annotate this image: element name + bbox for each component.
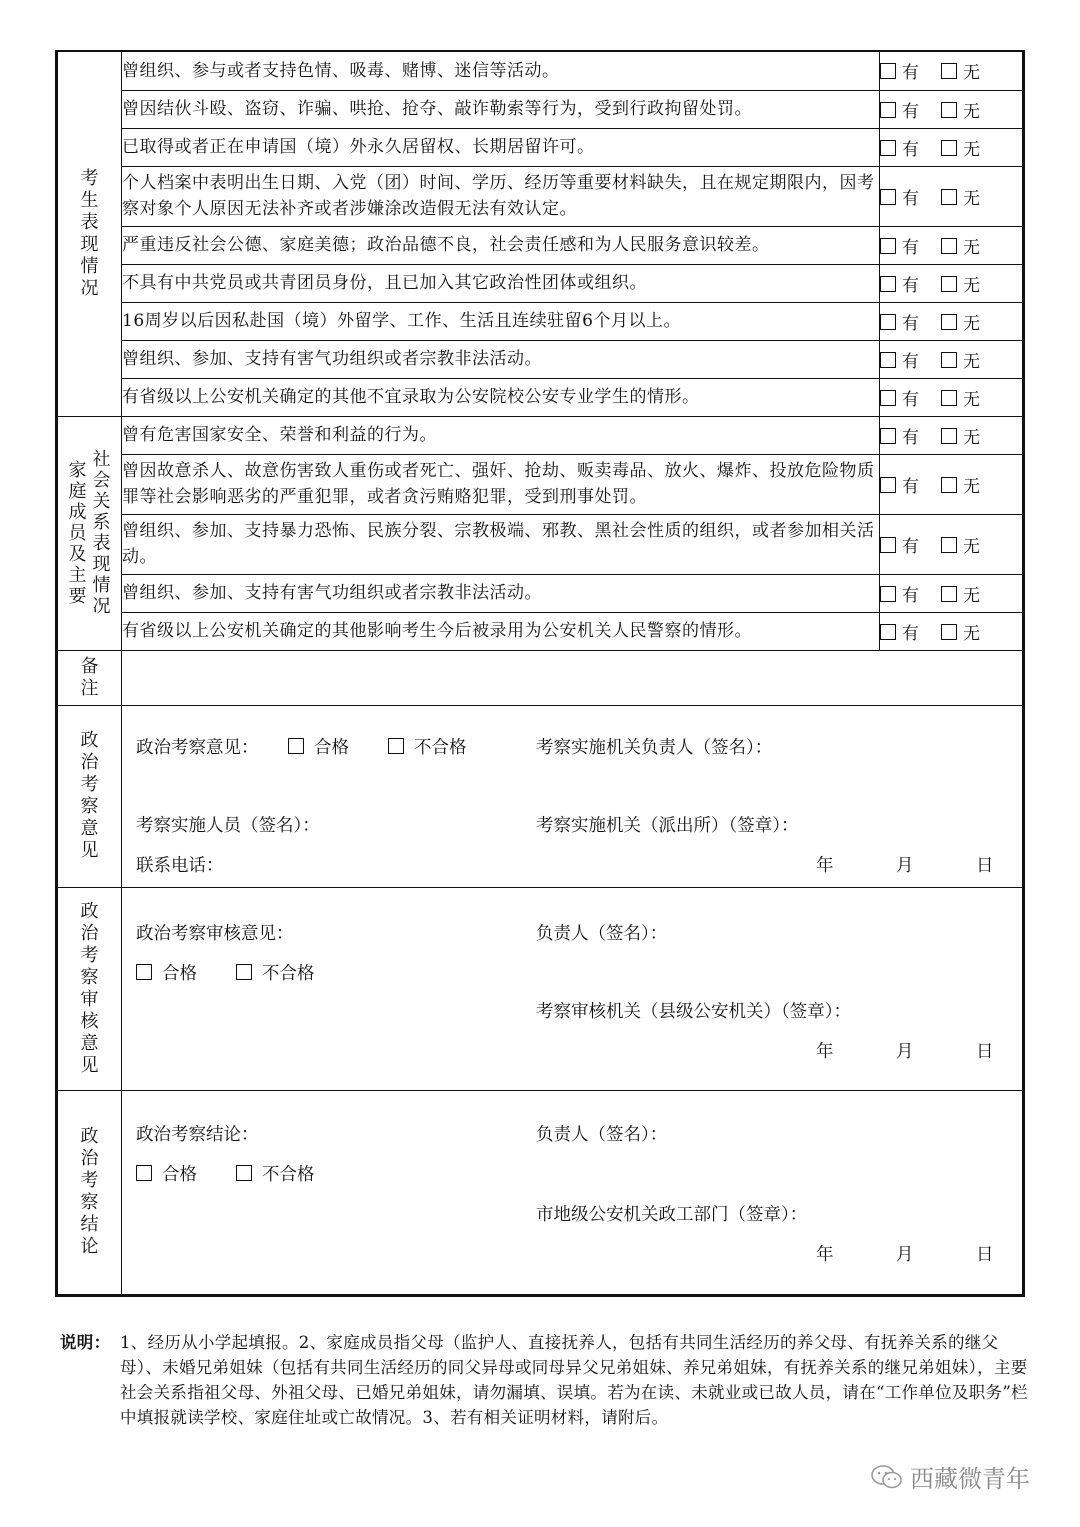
statement: 有省级以上公安机关确定的其他影响考生今后被录用为公安机关人民警察的情形。 xyxy=(122,612,880,650)
option-no[interactable]: 无 xyxy=(941,532,980,557)
checkbox-yes[interactable] xyxy=(880,428,896,444)
option-yes[interactable]: 有 xyxy=(880,472,919,497)
checkbox-no[interactable] xyxy=(941,586,957,602)
option-yes[interactable]: 有 xyxy=(880,233,919,258)
statement: 有省级以上公安机关确定的其他不宜录取为公安院校公安专业学生的情形。 xyxy=(122,378,880,416)
conclusion-panel xyxy=(122,1090,1023,1294)
yes-no-choice xyxy=(880,226,1023,264)
option-yes[interactable]: 有 xyxy=(880,581,919,606)
footnote-text: 1、经历从小学起填报。2、家庭成员指父母（监护人、直接抚养人，包括有共同生活经历的养父母、有抚养关系的继父母）、未婚兄弟姐妹（包括有共同生活经历的同父异母或同母异父兄弟姐妹、养兄弟姐妹，有抚养关系的继兄弟姐妹），主要社会关系指祖父母、外祖父母、已婚兄弟姐妹，请勿漏填、误填。若为在读、未就业或已故人员，请在“工作单位及职务”栏中填报就读学校、家庭住址或亡故情况。3、若有相关证明材料，请附后。 xyxy=(120,1333,1028,1427)
footnote xyxy=(60,1330,1030,1430)
checkbox-no[interactable] xyxy=(941,63,957,79)
head-signature-label: 负责人（签名）： xyxy=(536,923,668,944)
option-yes[interactable]: 有 xyxy=(880,347,919,372)
option-no[interactable]: 无 xyxy=(941,423,980,448)
year-label: 年 xyxy=(816,1041,834,1062)
option-no[interactable]: 无 xyxy=(941,233,980,258)
family-row xyxy=(58,574,1023,612)
family-section-label: 家庭成员及主要 社会关系表现情况 xyxy=(58,416,122,650)
checkbox-pass[interactable] xyxy=(288,738,304,754)
remarks-row xyxy=(58,650,1023,705)
candidate-section-label: 考生表现情况 xyxy=(58,52,122,416)
year-label: 年 xyxy=(816,855,834,876)
checkbox-pass[interactable] xyxy=(136,1165,152,1181)
family-row xyxy=(58,454,1023,514)
checkbox-no[interactable] xyxy=(941,428,957,444)
checkbox-no[interactable] xyxy=(941,140,957,156)
option-yes[interactable]: 有 xyxy=(880,385,919,410)
option-no[interactable]: 无 xyxy=(941,347,980,372)
checkbox-no[interactable] xyxy=(941,189,957,205)
month-label: 月 xyxy=(896,855,914,876)
head-signature-label: 负责人（签名）： xyxy=(536,1124,668,1145)
year-label: 年 xyxy=(816,1244,834,1265)
wechat-icon xyxy=(870,1464,904,1490)
checkbox-yes[interactable] xyxy=(880,624,896,640)
statement: 曾因故意杀人、故意伤害致人重伤或者死亡、强奸、抢劫、贩卖毒品、放火、爆炸、投放危险物质罪等社会影响恶劣的严重犯罪，或者贪污贿赂犯罪，受到刑事处罚。 xyxy=(122,454,880,514)
option-no[interactable]: 无 xyxy=(941,309,980,334)
option-yes[interactable]: 有 xyxy=(880,532,919,557)
remarks-label: 备注 xyxy=(58,650,122,705)
checkbox-fail[interactable] xyxy=(236,1165,252,1181)
review-opinion-label: 政治考察审核意见： xyxy=(136,923,294,944)
yes-no-choice xyxy=(880,166,1023,226)
yes-no-choice xyxy=(880,340,1023,378)
watermark xyxy=(870,1459,1030,1494)
option-no[interactable]: 无 xyxy=(941,581,980,606)
statement: 个人档案中表明出生日期、入党（团）时间、学历、经历等重要材料缺失，且在规定期限内，因考察对象个人原因无法补齐或者涉嫌涂改造假无法有效认定。 xyxy=(122,166,880,226)
yes-no-choice xyxy=(880,90,1023,128)
statement: 曾因结伙斗殴、盗窃、诈骗、哄抢、抢夺、敲诈勒索等行为，受到行政拘留处罚。 xyxy=(122,90,880,128)
day-label: 日 xyxy=(976,1041,994,1062)
option-fail[interactable]: 不合格 xyxy=(388,734,467,759)
day-label: 日 xyxy=(976,1244,994,1265)
candidate-row xyxy=(58,226,1023,264)
checkbox-yes[interactable] xyxy=(880,390,896,406)
phone-label: 联系电话： xyxy=(136,855,224,876)
candidate-row xyxy=(58,128,1023,166)
checkbox-yes[interactable] xyxy=(880,352,896,368)
candidate-row xyxy=(58,90,1023,128)
option-yes[interactable]: 有 xyxy=(880,135,919,160)
candidate-row xyxy=(58,378,1023,416)
option-yes[interactable]: 有 xyxy=(880,184,919,209)
opinion-row xyxy=(58,705,1023,887)
candidate-row xyxy=(58,264,1023,302)
staff-signature-label: 考察实施人员（签名）： xyxy=(136,815,320,836)
family-row xyxy=(58,612,1023,650)
option-no[interactable]: 无 xyxy=(941,135,980,160)
candidate-row xyxy=(58,166,1023,226)
option-yes[interactable]: 有 xyxy=(880,271,919,296)
statement: 曾组织、参与或者支持色情、吸毒、赌博、迷信等活动。 xyxy=(122,52,880,90)
option-no[interactable]: 无 xyxy=(941,472,980,497)
checkbox-yes[interactable] xyxy=(880,189,896,205)
option-pass[interactable]: 合格 xyxy=(136,960,197,985)
review-form-table xyxy=(55,50,1025,1297)
option-fail[interactable]: 不合格 xyxy=(236,1161,315,1186)
review-panel xyxy=(122,887,1023,1090)
option-yes[interactable]: 有 xyxy=(880,58,919,83)
conclusion-label: 政治考察结论： xyxy=(136,1124,259,1145)
day-label: 日 xyxy=(976,855,994,876)
option-yes[interactable]: 有 xyxy=(880,309,919,334)
family-row xyxy=(58,416,1023,454)
option-no[interactable]: 无 xyxy=(941,97,980,122)
head-signature-label: 考察实施机关负责人（签名）： xyxy=(536,737,773,758)
checkbox-yes[interactable] xyxy=(880,102,896,118)
opinion-label: 政治考察意见： xyxy=(136,737,259,758)
option-no[interactable]: 无 xyxy=(941,58,980,83)
checkbox-yes[interactable] xyxy=(880,477,896,493)
statement: 已取得或者正在申请国（境）外永久居留权、长期居留许可。 xyxy=(122,128,880,166)
statement: 曾组织、参加、支持有害气功组织或者宗教非法活动。 xyxy=(122,340,880,378)
yes-no-choice xyxy=(880,514,1023,574)
statement: 不具有中共党员或共青团员身份，且已加入其它政治性团体或组织。 xyxy=(122,264,880,302)
watermark-text: 西藏微青年 xyxy=(910,1465,1030,1493)
month-label: 月 xyxy=(896,1041,914,1062)
statement: 曾有危害国家安全、荣誉和利益的行为。 xyxy=(122,416,880,454)
statement: 严重违反社会公德、家庭美德；政治品德不良，社会责任感和为人民服务意识较差。 xyxy=(122,226,880,264)
checkbox-no[interactable] xyxy=(941,238,957,254)
checkbox-yes[interactable] xyxy=(880,314,896,330)
checkbox-yes[interactable] xyxy=(880,586,896,602)
checkbox-no[interactable] xyxy=(941,537,957,553)
org-seal-label: 考察实施机关（派出所）（签章）： xyxy=(536,815,799,836)
checkbox-no[interactable] xyxy=(941,102,957,118)
review-section-label: 政治考察审核意见 xyxy=(58,887,122,1090)
option-yes[interactable]: 有 xyxy=(880,97,919,122)
option-fail[interactable]: 不合格 xyxy=(236,960,315,985)
checkbox-no[interactable] xyxy=(941,624,957,640)
checkbox-fail[interactable] xyxy=(388,738,404,754)
opinion-panel xyxy=(122,705,1023,887)
checkbox-yes[interactable] xyxy=(880,537,896,553)
option-pass[interactable]: 合格 xyxy=(136,1161,197,1186)
opinion-section-label: 政治考察意见 xyxy=(58,705,122,887)
conclusion-row xyxy=(58,1090,1023,1294)
option-no[interactable]: 无 xyxy=(941,184,980,209)
option-no[interactable]: 无 xyxy=(941,385,980,410)
checkbox-pass[interactable] xyxy=(136,964,152,980)
checkbox-yes[interactable] xyxy=(880,238,896,254)
yes-no-choice xyxy=(880,52,1023,90)
checkbox-yes[interactable] xyxy=(880,276,896,292)
yes-no-choice xyxy=(880,454,1023,514)
yes-no-choice xyxy=(880,612,1023,650)
checkbox-no[interactable] xyxy=(941,314,957,330)
option-no[interactable]: 无 xyxy=(941,619,980,644)
conclusion-section-label: 政治考察结论 xyxy=(58,1090,122,1294)
checkbox-fail[interactable] xyxy=(236,964,252,980)
checkbox-yes[interactable] xyxy=(880,140,896,156)
option-no[interactable]: 无 xyxy=(941,271,980,296)
remarks-field[interactable] xyxy=(122,650,1023,705)
month-label: 月 xyxy=(896,1244,914,1265)
org-seal-label: 考察审核机关（县级公安机关）（签章）： xyxy=(536,1001,851,1022)
statement: 16周岁以后因私赴国（境）外留学、工作、生活且连续驻留6个月以上。 xyxy=(122,302,880,340)
footnote-label: 说明： xyxy=(60,1333,111,1352)
candidate-row xyxy=(58,340,1023,378)
checkbox-no[interactable] xyxy=(941,276,957,292)
statement: 曾组织、参加、支持有害气功组织或者宗教非法活动。 xyxy=(122,574,880,612)
checkbox-no[interactable] xyxy=(941,390,957,406)
candidate-row xyxy=(58,52,1023,90)
option-pass[interactable]: 合格 xyxy=(288,734,349,759)
org-seal-label: 市地级公安机关政工部门（签章）： xyxy=(536,1204,808,1225)
candidate-row xyxy=(58,302,1023,340)
yes-no-choice xyxy=(880,128,1023,166)
statement: 曾组织、参加、支持暴力恐怖、民族分裂、宗教极端、邪教、黑社会性质的组织，或者参加相关活动。 xyxy=(122,514,880,574)
option-yes[interactable]: 有 xyxy=(880,423,919,448)
review-row xyxy=(58,887,1023,1090)
family-row xyxy=(58,514,1023,574)
checkbox-no[interactable] xyxy=(941,352,957,368)
yes-no-choice xyxy=(880,574,1023,612)
yes-no-choice xyxy=(880,416,1023,454)
checkbox-no[interactable] xyxy=(941,477,957,493)
yes-no-choice xyxy=(880,302,1023,340)
yes-no-choice xyxy=(880,264,1023,302)
checkbox-yes[interactable] xyxy=(880,63,896,79)
yes-no-choice xyxy=(880,378,1023,416)
option-yes[interactable]: 有 xyxy=(880,619,919,644)
